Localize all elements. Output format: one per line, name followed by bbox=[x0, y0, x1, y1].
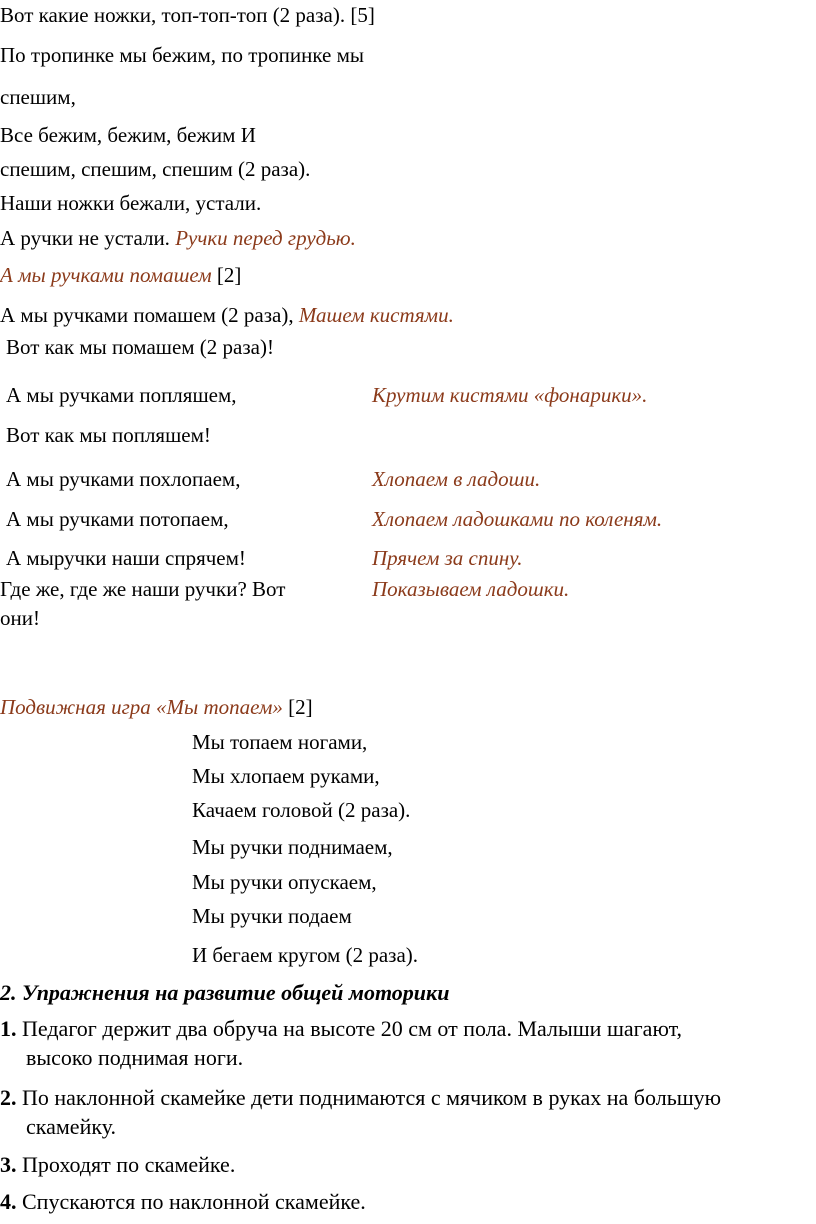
table-cell-left: они! bbox=[0, 606, 40, 630]
game-title bbox=[0, 694, 313, 720]
game-line: Мы ручки подаем bbox=[192, 904, 352, 928]
game-line: Мы хлопаем руками, bbox=[192, 764, 380, 788]
list-number: 4. bbox=[0, 1189, 17, 1214]
movement-instruction: А мы ручками помашем bbox=[0, 263, 212, 287]
list-text: Педагог держит два обруча на высоте 20 см от пола. Малыши шагают, bbox=[22, 1016, 683, 1041]
game-line: Мы ручки опускаем, bbox=[192, 870, 377, 894]
poem-line: Вот как мы помашем (2 раза)! bbox=[6, 335, 274, 359]
poem-line bbox=[0, 302, 454, 328]
list-text: Проходят по скамейке. bbox=[22, 1152, 236, 1177]
list-item bbox=[0, 1189, 366, 1215]
poem-line bbox=[0, 225, 356, 251]
list-item bbox=[0, 1016, 682, 1042]
game-title-text: Подвижная игра «Мы топаем» bbox=[0, 695, 283, 719]
poem-line: спешим, bbox=[0, 85, 76, 109]
list-item bbox=[0, 1152, 235, 1178]
table-cell-right: Показываем ладошки. bbox=[372, 577, 570, 601]
game-line: И бегаем кругом (2 раза). bbox=[192, 943, 419, 967]
poem-line: По тропинке мы бежим, по тропинке мы bbox=[0, 43, 365, 67]
poem-line: спешим, спешим, спешим (2 раза). bbox=[0, 157, 311, 181]
game-line: Качаем головой (2 раза). bbox=[192, 798, 411, 822]
table-cell-right: Хлопаем в ладоши. bbox=[372, 467, 541, 491]
table-cell-left: Вот как мы попляшем! bbox=[6, 423, 211, 447]
game-line: Мы ручки поднимаем, bbox=[192, 835, 393, 859]
table-cell-left: А мы ручками потопаем, bbox=[6, 507, 229, 531]
movement-instruction: Ручки перед грудью. bbox=[175, 226, 356, 250]
list-text: Спускаются по наклонной скамейке. bbox=[22, 1189, 366, 1214]
list-number: 2. bbox=[0, 1085, 17, 1110]
table-cell-left: А мыручки наши спрячем! bbox=[6, 546, 246, 570]
table-cell-right: Крутим кистями «фонарики». bbox=[372, 383, 648, 407]
reference: [2] bbox=[282, 695, 313, 719]
table-cell-left: А мы ручками попляшем, bbox=[6, 383, 237, 407]
table-cell-left: Где же, где же наши ручки? Вот bbox=[0, 577, 286, 601]
poem-line bbox=[0, 262, 241, 288]
table-cell-right: Хлопаем ладошками по коленям. bbox=[372, 507, 663, 531]
table-cell-right: Прячем за спину. bbox=[372, 546, 523, 570]
reference: [2] bbox=[211, 263, 242, 287]
list-item-continuation: скамейку. bbox=[26, 1114, 117, 1139]
poem-line: Все бежим, бежим, бежим И bbox=[0, 123, 256, 147]
poem-line: Вот какие ножки, топ-топ-топ (2 раза). [5] bbox=[0, 3, 375, 27]
poem-text: А ручки не устали. bbox=[0, 226, 176, 250]
list-item-continuation: высоко поднимая ноги. bbox=[26, 1045, 244, 1070]
movement-instruction: Машем кистями. bbox=[298, 303, 454, 327]
list-number: 1. bbox=[0, 1016, 17, 1041]
poem-text: А мы ручками помашем (2 раза), bbox=[0, 303, 299, 327]
section-heading: 2. Упражнения на развитие общей моторики bbox=[0, 980, 450, 1005]
list-item bbox=[0, 1085, 721, 1111]
list-number: 3. bbox=[0, 1152, 17, 1177]
list-text: По наклонной скамейке дети поднимаются с мячиком в руках на большую bbox=[22, 1085, 722, 1110]
poem-line: Наши ножки бежали, устали. bbox=[0, 191, 262, 215]
game-line: Мы топаем ногами, bbox=[192, 730, 368, 754]
table-cell-left: А мы ручками похлопаем, bbox=[6, 467, 241, 491]
